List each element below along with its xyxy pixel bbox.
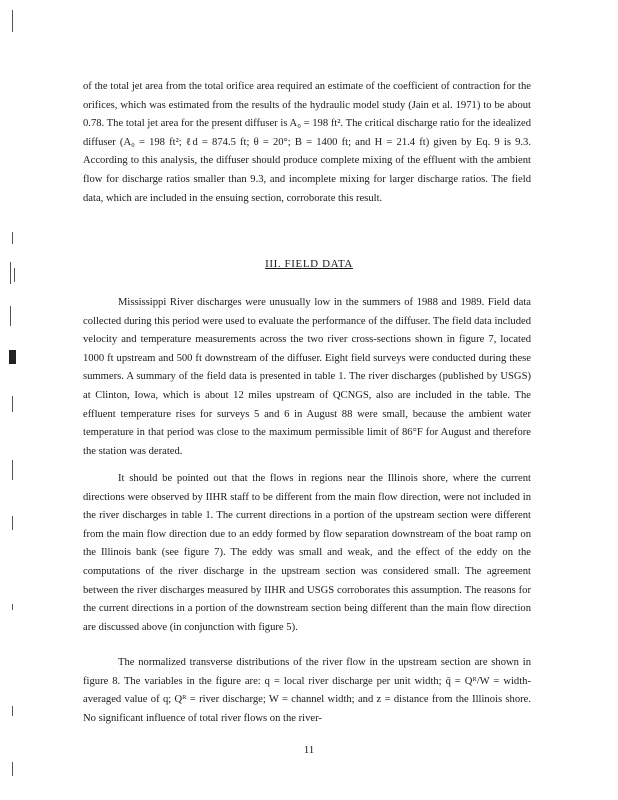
paragraph-transverse-distributions <box>83 654 531 728</box>
paragraph-text: Mississippi River discharges were unusually low in the summers of 1988 and 1989. Field data collected during this period were used to evaluate the performance of the diffuser. The field data included velocity and temperature measurements across the two river cross-sections shown in figure 7, located 1000 ft upstream and 500 ft downstream of the diffuser. Eight field surveys were conducted during these summers. A summary of the field data is presented in table 1. The river discharges (published by USGS) at Clinton, Iowa, which is about 12 miles upstream of QCNGS, also are included in the table. The effluent temperature rises for surveys 5 and 6 in August 88 were small, because the ambient water temperature in that period was close to the maximum permissible limit of 86°F for August and therefore the station was derated. <box>83 297 531 457</box>
section-heading <box>0 258 618 270</box>
paragraph-text: It should be pointed out that the flows in regions near the Illinois shore, where the current directions were observed by IIHR staff to be different from the main flow direction, were not included in the river discharges in table 1. The current directions in a portion of the upstream section were different from the main flow direction due to an eddy formed by flow separation downstream of the boat ramp on the Illinois bank (see figure 7). The eddy was small and weak, and the effect of the eddy on the computations of the river discharge in the upstream section was considered small. The agreement between the river discharges measured by IIHR and USGS corroborates this assumption. The reasons for the current directions in a portion of the downstream section being different than the main flow direction are discussed above (in conjunction with figure 5). <box>83 473 531 633</box>
paragraph-illinois-shore-flows <box>83 470 531 637</box>
scan-edge-marks <box>0 0 40 800</box>
page-number: 11 <box>303 744 315 756</box>
paragraph-intro-continuation <box>83 78 531 208</box>
section-heading-text: III. FIELD DATA <box>265 258 353 270</box>
scan-blot <box>9 350 16 364</box>
paragraph-text: of the total jet area from the total orifice area required an estimate of the coefficient of contraction for the orifices, which was estimated from the results of the hydraulic model study (Jain et al. 1971) to be about 0.78. The total jet area for the present diffuser is A₀ = 198 ft². The critical discharge ratio for the idealized diffuser (A₀ = 198 ft²; ℓd = 874.5 ft; θ = 20°; B = 1400 ft; and H = 21.4 ft) given by Eq. 9 is 9.3. According to this analysis, the diffuser should produce complete mixing of the effluent with the ambient flow for discharge ratios smaller than 9.3, and incomplete mixing for larger discharge ratios. The field data, which are included in the ensuing section, corroborate this result. <box>83 81 531 204</box>
paragraph-text: The normalized transverse distributions of the river flow in the upstream section are shown in figure 8. The variables in the figure are: q = local river discharge per unit width; q̄ = Qᴿ/W = width-averaged value of q; Qᴿ = river discharge; W = channel width; and z = distance from the Illinois shore. No significant influence of total river flows on the river- <box>83 657 531 724</box>
paragraph-river-discharges <box>83 294 531 461</box>
